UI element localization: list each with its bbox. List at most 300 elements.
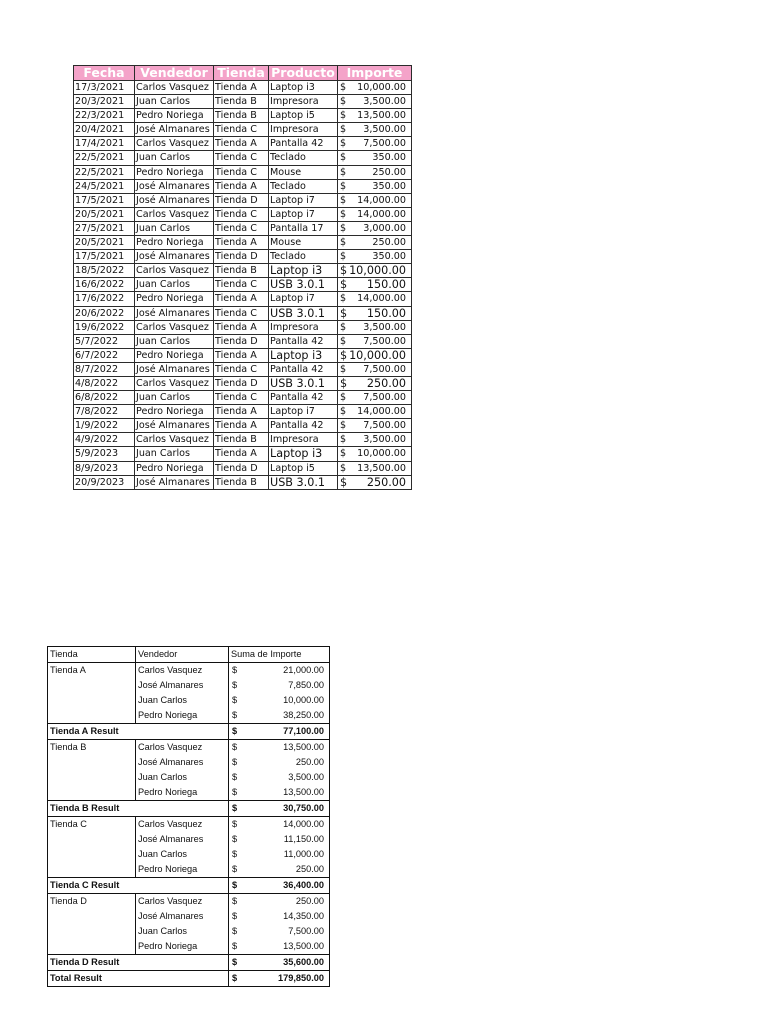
importe-value xyxy=(338,137,411,150)
pivot-money xyxy=(231,878,327,893)
pivot-row xyxy=(48,755,330,770)
pivot-money xyxy=(231,909,327,924)
sales-cell-producto: USB 3.0.1 xyxy=(269,376,338,390)
pivot-vendedor: Pedro Noriega xyxy=(136,939,229,955)
pivot-result-label: Tienda B Result xyxy=(48,801,229,817)
importe-value xyxy=(338,377,411,390)
sales-row xyxy=(74,137,412,151)
sales-cell-producto: Pantalla 42 xyxy=(269,362,338,376)
pivot-header-vendedor: Vendedor xyxy=(136,647,229,663)
sales-cell-vendedor: Carlos Vasquez xyxy=(135,433,214,447)
header-importe: Importe xyxy=(338,66,412,81)
header-vendedor: Vendedor xyxy=(135,66,214,81)
importe-amount: 250.00 xyxy=(366,376,406,390)
importe-value xyxy=(338,264,411,277)
pivot-header-suma: Suma de Importe xyxy=(229,647,330,663)
sales-cell-vendedor: Pedro Noriega xyxy=(135,461,214,475)
pivot-row xyxy=(48,770,330,785)
sales-cell-vendedor: José Almanares xyxy=(135,419,214,433)
sales-cell-importe xyxy=(338,376,412,390)
importe-value xyxy=(338,95,411,108)
pivot-suma xyxy=(229,847,330,862)
importe-amount: 3,500.00 xyxy=(363,124,406,136)
sales-cell-fecha: 8/9/2023 xyxy=(74,461,135,475)
importe-value xyxy=(338,278,411,291)
currency-symbol: $ xyxy=(340,222,347,234)
sales-cell-vendedor: José Almanares xyxy=(135,179,214,193)
currency-symbol: $ xyxy=(232,695,238,705)
sales-cell-producto: Pantalla 42 xyxy=(269,137,338,151)
sales-cell-tienda: Tienda C xyxy=(214,207,269,221)
pivot-row xyxy=(48,785,330,801)
sales-cell-fecha: 8/7/2022 xyxy=(74,362,135,376)
sales-cell-producto: Laptop i3 xyxy=(269,81,338,95)
sales-cell-importe xyxy=(338,433,412,447)
importe-amount: 14,000.00 xyxy=(357,406,406,418)
importe-amount: 350.00 xyxy=(372,180,406,192)
sales-cell-importe xyxy=(338,320,412,334)
pivot-suma xyxy=(229,817,330,833)
currency-symbol: $ xyxy=(232,803,238,813)
pivot-vendedor: Juan Carlos xyxy=(136,693,229,708)
sales-cell-tienda: Tienda C xyxy=(214,278,269,292)
currency-symbol: $ xyxy=(340,152,347,164)
sales-cell-tienda: Tienda A xyxy=(214,348,269,362)
sales-cell-fecha: 4/9/2022 xyxy=(74,433,135,447)
pivot-total-row xyxy=(48,971,330,987)
pivot-store: Tienda C xyxy=(48,817,136,833)
currency-symbol: $ xyxy=(340,180,347,192)
pivot-result-row xyxy=(48,955,330,971)
sales-cell-vendedor: José Almanares xyxy=(135,250,214,264)
importe-value xyxy=(338,208,411,221)
pivot-vendedor: Juan Carlos xyxy=(136,847,229,862)
currency-symbol: $ xyxy=(232,742,238,752)
sales-cell-fecha: 17/5/2021 xyxy=(74,193,135,207)
sales-cell-producto: Laptop i3 xyxy=(269,264,338,278)
importe-amount: 150.00 xyxy=(366,278,406,292)
sales-cell-tienda: Tienda A xyxy=(214,447,269,461)
sales-header-row xyxy=(74,66,412,81)
pivot-vendedor: Carlos Vasquez xyxy=(136,817,229,833)
pivot-vendedor: Pedro Noriega xyxy=(136,862,229,878)
sales-cell-tienda: Tienda C xyxy=(214,391,269,405)
currency-symbol: $ xyxy=(232,957,238,967)
importe-value xyxy=(338,349,411,362)
pivot-money xyxy=(231,847,327,862)
pivot-row xyxy=(48,924,330,939)
importe-value xyxy=(338,180,411,193)
sales-cell-producto: Teclado xyxy=(269,179,338,193)
sales-row xyxy=(74,207,412,221)
pivot-money xyxy=(231,817,327,832)
currency-symbol: $ xyxy=(232,849,238,859)
currency-symbol: $ xyxy=(340,110,347,122)
pivot-amount: 14,000.00 xyxy=(283,819,324,829)
sales-cell-vendedor: Carlos Vasquez xyxy=(135,81,214,95)
pivot-money xyxy=(231,663,327,678)
importe-amount: 13,500.00 xyxy=(357,462,406,474)
pivot-amount: 250.00 xyxy=(295,757,324,767)
header-producto: Producto xyxy=(269,66,338,81)
sales-cell-vendedor: Juan Carlos xyxy=(135,334,214,348)
pivot-header-row xyxy=(48,647,330,663)
sales-table xyxy=(73,65,412,490)
currency-symbol: $ xyxy=(340,306,348,320)
sales-cell-vendedor: Pedro Noriega xyxy=(135,292,214,306)
sales-row xyxy=(74,348,412,362)
importe-amount: 3,000.00 xyxy=(363,222,406,234)
currency-symbol: $ xyxy=(340,348,348,362)
sales-row xyxy=(74,362,412,376)
pivot-money xyxy=(231,755,327,770)
currency-symbol: $ xyxy=(232,941,238,951)
pivot-money xyxy=(231,693,327,708)
sales-cell-producto: USB 3.0.1 xyxy=(269,278,338,292)
sales-cell-producto: Laptop i3 xyxy=(269,348,338,362)
sales-cell-tienda: Tienda D xyxy=(214,193,269,207)
sales-cell-vendedor: Carlos Vasquez xyxy=(135,137,214,151)
sales-row xyxy=(74,179,412,193)
sales-row xyxy=(74,391,412,405)
sales-row xyxy=(74,221,412,235)
pivot-body xyxy=(48,647,330,987)
currency-symbol: $ xyxy=(340,321,347,333)
sales-cell-importe xyxy=(338,109,412,123)
pivot-amount: 30,750.00 xyxy=(283,803,324,813)
pivot-row xyxy=(48,862,330,878)
pivot-row xyxy=(48,832,330,847)
pivot-money xyxy=(231,971,327,986)
sales-cell-tienda: Tienda B xyxy=(214,264,269,278)
sales-cell-vendedor: Juan Carlos xyxy=(135,447,214,461)
sales-cell-tienda: Tienda D xyxy=(214,334,269,348)
sales-cell-fecha: 20/3/2021 xyxy=(74,95,135,109)
importe-value xyxy=(338,433,411,446)
sales-cell-importe xyxy=(338,278,412,292)
sales-cell-importe xyxy=(338,123,412,137)
pivot-suma xyxy=(229,924,330,939)
sales-cell-importe xyxy=(338,362,412,376)
sales-cell-fecha: 17/3/2021 xyxy=(74,81,135,95)
importe-amount: 3,500.00 xyxy=(363,321,406,333)
sales-cell-tienda: Tienda D xyxy=(214,461,269,475)
sales-cell-tienda: Tienda C xyxy=(214,123,269,137)
header-fecha: Fecha xyxy=(74,66,135,81)
currency-symbol: $ xyxy=(340,335,347,347)
pivot-money xyxy=(231,770,327,785)
sales-cell-importe xyxy=(338,391,412,405)
currency-symbol: $ xyxy=(232,787,238,797)
sales-cell-producto: Impresora xyxy=(269,95,338,109)
importe-amount: 14,000.00 xyxy=(357,293,406,305)
pivot-store xyxy=(48,832,136,847)
sales-cell-tienda: Tienda B xyxy=(214,433,269,447)
sales-cell-importe xyxy=(338,461,412,475)
sales-cell-tienda: Tienda A xyxy=(214,81,269,95)
importe-amount: 350.00 xyxy=(372,251,406,263)
sales-cell-tienda: Tienda C xyxy=(214,306,269,320)
importe-amount: 250.00 xyxy=(372,166,406,178)
sales-cell-importe xyxy=(338,306,412,320)
currency-symbol: $ xyxy=(340,475,348,489)
pivot-vendedor: José Almanares xyxy=(136,832,229,847)
pivot-store xyxy=(48,939,136,955)
sales-cell-vendedor: Carlos Vasquez xyxy=(135,376,214,390)
importe-amount: 10,000.00 xyxy=(349,348,406,362)
sales-cell-fecha: 17/6/2022 xyxy=(74,292,135,306)
sales-cell-vendedor: José Almanares xyxy=(135,193,214,207)
pivot-store xyxy=(48,862,136,878)
pivot-money xyxy=(231,724,327,739)
sales-cell-producto: USB 3.0.1 xyxy=(269,306,338,320)
pivot-suma xyxy=(229,708,330,724)
importe-value xyxy=(338,363,411,376)
pivot-row xyxy=(48,817,330,833)
pivot-amount: 11,150.00 xyxy=(283,834,324,844)
pivot-money xyxy=(231,924,327,939)
sales-row xyxy=(74,236,412,250)
pivot-money xyxy=(231,894,327,909)
currency-symbol: $ xyxy=(340,237,347,249)
pivot-money xyxy=(231,740,327,755)
currency-symbol: $ xyxy=(232,973,238,983)
sales-row xyxy=(74,376,412,390)
currency-symbol: $ xyxy=(232,665,238,675)
sales-cell-importe xyxy=(338,419,412,433)
sales-cell-tienda: Tienda C xyxy=(214,151,269,165)
importe-amount: 14,000.00 xyxy=(357,194,406,206)
pivot-vendedor: Juan Carlos xyxy=(136,924,229,939)
sales-cell-tienda: Tienda C xyxy=(214,362,269,376)
pivot-money xyxy=(231,708,327,723)
pivot-suma xyxy=(229,862,330,878)
sales-cell-fecha: 5/7/2022 xyxy=(74,334,135,348)
sales-row xyxy=(74,109,412,123)
pivot-amount: 7,500.00 xyxy=(288,926,324,936)
importe-amount: 3,500.00 xyxy=(363,434,406,446)
importe-amount: 10,000.00 xyxy=(357,448,406,460)
sales-cell-importe xyxy=(338,221,412,235)
sales-cell-importe xyxy=(338,250,412,264)
pivot-result-value xyxy=(229,878,330,894)
sales-cell-vendedor: Juan Carlos xyxy=(135,221,214,235)
currency-symbol: $ xyxy=(232,864,238,874)
currency-symbol: $ xyxy=(232,772,238,782)
importe-value xyxy=(338,109,411,122)
pivot-suma xyxy=(229,740,330,756)
sales-cell-producto: Impresora xyxy=(269,123,338,137)
sales-cell-producto: Laptop i3 xyxy=(269,447,338,461)
sales-cell-vendedor: Pedro Noriega xyxy=(135,109,214,123)
currency-symbol: $ xyxy=(340,392,347,404)
sales-cell-importe xyxy=(338,264,412,278)
pivot-money xyxy=(231,832,327,847)
sales-cell-producto: Laptop i5 xyxy=(269,461,338,475)
sales-cell-tienda: Tienda A xyxy=(214,419,269,433)
pivot-store xyxy=(48,924,136,939)
sales-cell-fecha: 19/6/2022 xyxy=(74,320,135,334)
sales-cell-importe xyxy=(338,193,412,207)
sales-cell-vendedor: José Almanares xyxy=(135,362,214,376)
sales-row xyxy=(74,461,412,475)
pivot-result-label: Tienda A Result xyxy=(48,724,229,740)
importe-value xyxy=(338,236,411,249)
currency-symbol: $ xyxy=(340,96,347,108)
pivot-result-label: Tienda D Result xyxy=(48,955,229,971)
pivot-result-value xyxy=(229,955,330,971)
pivot-suma xyxy=(229,909,330,924)
sales-cell-importe xyxy=(338,405,412,419)
sales-cell-importe xyxy=(338,475,412,489)
sales-row xyxy=(74,447,412,461)
pivot-row xyxy=(48,708,330,724)
pivot-row xyxy=(48,740,330,756)
importe-amount: 7,500.00 xyxy=(363,335,406,347)
sales-cell-tienda: Tienda A xyxy=(214,236,269,250)
sales-row xyxy=(74,81,412,95)
sales-cell-vendedor: Pedro Noriega xyxy=(135,236,214,250)
importe-value xyxy=(338,405,411,418)
sales-row xyxy=(74,95,412,109)
sales-cell-vendedor: Juan Carlos xyxy=(135,95,214,109)
importe-amount: 10,000.00 xyxy=(349,264,406,278)
importe-value xyxy=(338,335,411,348)
sales-cell-fecha: 20/4/2021 xyxy=(74,123,135,137)
sales-cell-vendedor: Carlos Vasquez xyxy=(135,264,214,278)
sales-cell-producto: Impresora xyxy=(269,320,338,334)
importe-value xyxy=(338,419,411,432)
pivot-vendedor: Pedro Noriega xyxy=(136,785,229,801)
sales-cell-fecha: 22/5/2021 xyxy=(74,151,135,165)
pivot-store xyxy=(48,785,136,801)
pivot-amount: 3,500.00 xyxy=(288,772,324,782)
pivot-amount: 250.00 xyxy=(295,896,324,906)
currency-symbol: $ xyxy=(232,834,238,844)
pivot-amount: 13,500.00 xyxy=(283,787,324,797)
importe-value xyxy=(338,123,411,136)
importe-value xyxy=(338,222,411,235)
currency-symbol: $ xyxy=(340,462,347,474)
sales-cell-fecha: 6/7/2022 xyxy=(74,348,135,362)
importe-value xyxy=(338,307,411,320)
sales-cell-importe xyxy=(338,207,412,221)
pivot-total-label: Total Result xyxy=(48,971,229,987)
pivot-vendedor: Juan Carlos xyxy=(136,770,229,785)
pivot-amount: 250.00 xyxy=(295,864,324,874)
currency-symbol: $ xyxy=(232,896,238,906)
sales-cell-fecha: 1/9/2022 xyxy=(74,419,135,433)
currency-symbol: $ xyxy=(232,757,238,767)
sales-row xyxy=(74,306,412,320)
pivot-amount: 38,250.00 xyxy=(283,710,324,720)
importe-value xyxy=(338,194,411,207)
pivot-vendedor: José Almanares xyxy=(136,678,229,693)
importe-amount: 3,500.00 xyxy=(363,96,406,108)
importe-value xyxy=(338,166,411,179)
sales-cell-producto: USB 3.0.1 xyxy=(269,475,338,489)
importe-value xyxy=(338,81,411,94)
sales-cell-tienda: Tienda D xyxy=(214,376,269,390)
pivot-amount: 35,600.00 xyxy=(283,957,324,967)
sales-cell-tienda: Tienda B xyxy=(214,109,269,123)
pivot-row xyxy=(48,847,330,862)
currency-symbol: $ xyxy=(340,448,347,460)
pivot-suma xyxy=(229,693,330,708)
sales-cell-fecha: 4/8/2022 xyxy=(74,376,135,390)
sales-cell-vendedor: Carlos Vasquez xyxy=(135,207,214,221)
sales-cell-producto: Pantalla 17 xyxy=(269,221,338,235)
sales-cell-fecha: 22/5/2021 xyxy=(74,165,135,179)
currency-symbol: $ xyxy=(340,251,347,263)
sales-cell-importe xyxy=(338,151,412,165)
sales-row xyxy=(74,278,412,292)
pivot-row xyxy=(48,894,330,910)
importe-amount: 13,500.00 xyxy=(357,110,406,122)
sales-cell-tienda: Tienda A xyxy=(214,137,269,151)
sales-cell-fecha: 17/5/2021 xyxy=(74,250,135,264)
header-tienda: Tienda xyxy=(214,66,269,81)
pivot-header-tienda: Tienda xyxy=(48,647,136,663)
pivot-amount: 13,500.00 xyxy=(283,742,324,752)
sales-cell-producto: Mouse xyxy=(269,165,338,179)
sales-cell-importe xyxy=(338,95,412,109)
pivot-money xyxy=(231,862,327,877)
pivot-vendedor: Carlos Vasquez xyxy=(136,740,229,756)
sales-cell-producto: Mouse xyxy=(269,236,338,250)
currency-symbol: $ xyxy=(340,406,347,418)
sales-row xyxy=(74,320,412,334)
sales-cell-fecha: 20/5/2021 xyxy=(74,207,135,221)
importe-amount: 14,000.00 xyxy=(357,208,406,220)
pivot-amount: 77,100.00 xyxy=(283,726,324,736)
sales-cell-vendedor: Juan Carlos xyxy=(135,278,214,292)
importe-value xyxy=(338,447,411,460)
pivot-store xyxy=(48,847,136,862)
sales-cell-producto: Impresora xyxy=(269,433,338,447)
sales-cell-tienda: Tienda C xyxy=(214,221,269,235)
currency-symbol: $ xyxy=(232,680,238,690)
currency-symbol: $ xyxy=(340,166,347,178)
pivot-suma xyxy=(229,894,330,910)
sales-cell-tienda: Tienda D xyxy=(214,250,269,264)
sales-cell-importe xyxy=(338,334,412,348)
pivot-money xyxy=(231,785,327,800)
sales-cell-vendedor: Pedro Noriega xyxy=(135,348,214,362)
sales-cell-importe xyxy=(338,348,412,362)
sales-row xyxy=(74,250,412,264)
pivot-row xyxy=(48,693,330,708)
pivot-row xyxy=(48,939,330,955)
currency-symbol: $ xyxy=(340,264,348,278)
sales-cell-fecha: 18/5/2022 xyxy=(74,264,135,278)
pivot-suma xyxy=(229,832,330,847)
pivot-table xyxy=(47,646,330,987)
sales-cell-producto: Laptop i7 xyxy=(269,405,338,419)
pivot-vendedor: José Almanares xyxy=(136,909,229,924)
pivot-result-value xyxy=(229,801,330,817)
sales-cell-fecha: 20/6/2022 xyxy=(74,306,135,320)
importe-value xyxy=(338,250,411,263)
currency-symbol: $ xyxy=(232,880,238,890)
currency-symbol: $ xyxy=(340,82,347,93)
pivot-store xyxy=(48,708,136,724)
importe-value xyxy=(338,391,411,404)
pivot-vendedor: Carlos Vasquez xyxy=(136,894,229,910)
sales-cell-tienda: Tienda C xyxy=(214,165,269,179)
sales-row xyxy=(74,405,412,419)
pivot-suma xyxy=(229,663,330,679)
